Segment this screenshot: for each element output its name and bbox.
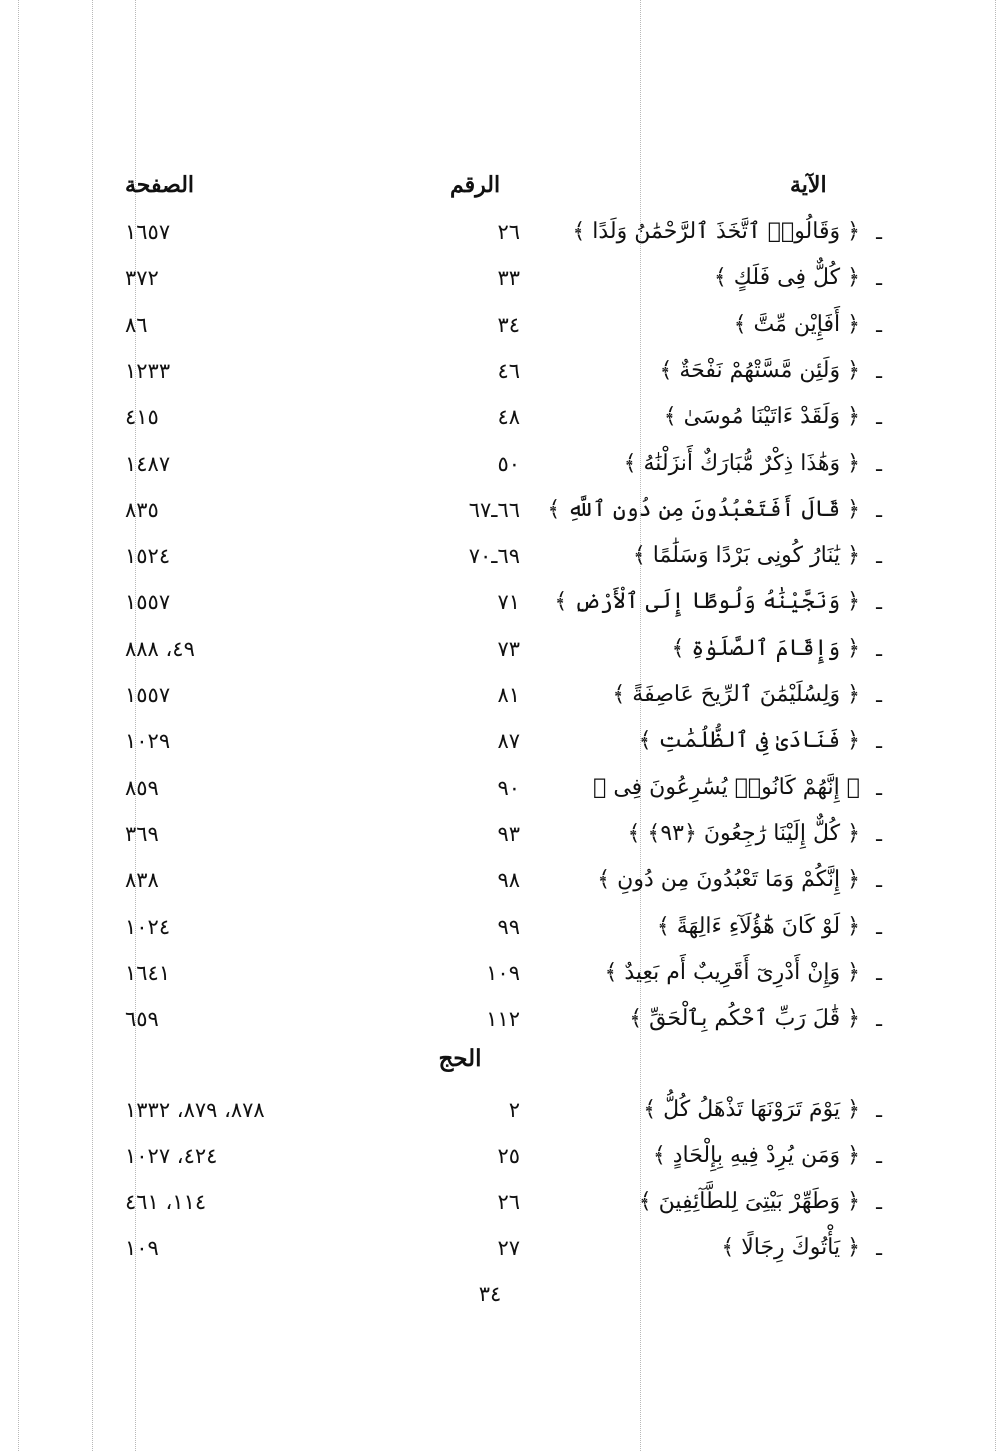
verse-number: ٥٠ [497,451,520,476]
verse-number: ٩٠ [497,775,520,800]
header-number: الرقم [450,172,501,198]
page-refs: ٣٧٢ [125,266,159,291]
verse-text: ﴿ إِنَّهُمْ كَانُوا۟ يُسَٰرِعُونَ فِى ﴾ [593,774,860,800]
index-row [0,860,1000,906]
verse-text: ﴿ فَنَادَىٰ فِى ٱلظُّلُمَٰتِ ﴾ [638,728,860,754]
index-row [0,582,1000,628]
row-dash: ـ [876,451,882,476]
row-dash: ـ [876,405,882,430]
page-refs: ١٤٨٧ [125,451,171,476]
page-number: ٣٤ [478,1282,502,1306]
verse-text: ﴿ كُلٌّ فِى فَلَكٍ ﴾ [713,265,860,291]
index-row [0,397,1000,443]
page-refs: ١٠٩ [125,1236,159,1260]
verse-text: ﴿ يَأْتُوكَ رِجَالًا ﴾ [721,1235,860,1260]
verse-text: ﴿ كُلٌّ إِلَيْنَا رَٰجِعُونَ ﴿٩٣﴾ ﴾ [627,820,860,846]
verse-text: ﴿ لَوْ كَانَ هَٰٓؤُلَآءِ ءَالِهَةً ﴾ [656,913,860,939]
row-dash: ـ [876,312,882,337]
index-row [0,629,1000,675]
index-row [0,536,1000,582]
row-dash: ـ [876,775,882,800]
verse-number: ٧٣ [497,636,520,661]
index-row [0,1136,1000,1182]
index-row [0,258,1000,304]
row-dash: ـ [876,821,882,846]
page-refs: ١٠٢٩ [125,729,171,754]
row-dash: ـ [876,497,882,522]
verse-number: ١٠٩ [486,960,520,985]
verse-number: ٣٣ [497,266,520,291]
verse-number: ٤٦ [497,358,520,383]
row-dash: ـ [876,590,882,615]
verse-number: ٩٩ [497,914,520,939]
verse-text: ﴿ وَطَهِّرْ بَيْتِىَ لِلطَّآئِفِينَ ﴾ [638,1189,860,1214]
index-row [0,907,1000,953]
row-dash: ـ [876,1144,882,1168]
verse-text: ﴿ وَإِقَامَ ٱلصَّلَوٰةِ ﴾ [671,635,860,661]
index-row [0,953,1000,999]
page-refs: ٨٥٩ [125,775,159,800]
page-refs: ٤٩، ٨٨٨ [125,636,195,661]
verse-text: ﴿ قَٰلَ رَبِّ ٱحْكُم بِٱلْحَقِّ ﴾ [629,1006,860,1032]
row-dash: ـ [876,358,882,383]
verse-number: ١١٢ [486,1007,520,1032]
index-row [0,999,1000,1045]
verse-number: ٢٦ [497,220,520,244]
verse-text: ﴿ أَفَإِيْن مِّتَّ ﴾ [733,311,860,337]
page-refs: ١٦٤١ [125,960,171,985]
index-row [0,814,1000,860]
index-row [0,212,1000,258]
page-refs: ١٥٥٧ [125,683,171,707]
index-row [0,444,1000,490]
index-row [0,1228,1000,1274]
verse-number: ٨١ [497,683,520,707]
index-row [0,351,1000,397]
verse-text: ﴿ وَإِنْ أَدْرِىٓ أَقَرِيبٌ أَم بَعِيدٌ ﴾ [604,959,860,985]
row-dash: ـ [876,683,882,707]
page-refs: ٨٣٥ [125,497,159,522]
verse-number: ٨٧ [497,729,520,754]
verse-number: ٦٦ـ٦٧ [468,497,520,522]
verse-text: ﴿ يَوْمَ تَرَوْنَهَا تَذْهَلُ كُلُّ ﴾ [643,1097,860,1122]
page-refs: ٨٦ [125,312,148,337]
row-dash: ـ [876,960,882,985]
page-refs: ١٥٢٤ [125,544,171,569]
verse-number: ٩٣ [497,821,520,846]
page-refs: ٤١٥ [125,405,159,430]
row-dash: ـ [876,220,882,244]
row-dash: ـ [876,1236,882,1260]
row-dash: ـ [876,544,882,569]
verse-text: ﴿ وَلِسُلَيْمَٰنَ ٱلرِّيحَ عَاصِفَةً ﴾ [612,682,860,707]
verse-number: ٧١ [497,590,520,615]
row-dash: ـ [876,266,882,291]
index-row [0,305,1000,351]
verse-number: ٦٩ـ٧٠ [468,544,520,569]
row-dash: ـ [876,729,882,754]
verse-text: ﴿ إِنَّكُمْ وَمَا تَعْبُدُونَ مِن دُونِ ﴾ [597,867,860,893]
verse-text: ﴿ وَلَئِن مَّسَّتْهُمْ نَفْحَةٌ ﴾ [659,357,860,383]
verse-text: ﴿ وَمَن يُرِدْ فِيهِ بِإِلْحَادٍ ﴾ [652,1143,860,1168]
verse-number: ٩٨ [497,868,520,893]
index-row [0,675,1000,721]
page-refs: ٦٥٩ [125,1007,159,1032]
index-row [0,490,1000,536]
page-refs: ١٢٣٣ [125,358,171,383]
verse-number: ٤٨ [497,405,520,430]
index-row [0,721,1000,767]
page-refs: ٨٣٨ [125,868,159,893]
page-refs: ١٦٥٧ [125,220,171,244]
row-dash: ـ [876,1190,882,1214]
header-verse: الآية [790,172,827,198]
row-dash: ـ [876,1098,882,1122]
index-row [0,1090,1000,1136]
verse-text: ﴿ يَٰنَارُ كُونِى بَرْدًا وَسَلَٰمًا ﴾ [632,543,860,569]
page-refs: ٨٧٨، ٨٧٩، ١٣٣٢ [125,1098,265,1122]
page-refs: ٤٢٤، ١٠٢٧ [125,1144,218,1168]
row-dash: ـ [876,914,882,939]
verse-number: ٢٧ [497,1236,520,1260]
verse-number: ٢٥ [497,1144,520,1168]
sura-title: الحج [438,1045,482,1072]
verse-number: ٢٦ [497,1190,520,1214]
row-dash: ـ [876,1007,882,1032]
verse-text: ﴿ وَهَٰذَا ذِكْرٌ مُّبَارَكٌ أَنزَلْنَٰهُ ﴾ [623,450,860,476]
page-refs: ١٠٢٤ [125,914,171,939]
row-dash: ـ [876,636,882,661]
index-row [0,1182,1000,1228]
verse-number: ٣٤ [497,312,520,337]
header-page: الصفحة [125,172,195,198]
index-row [0,768,1000,814]
page-refs: ١٥٥٧ [125,590,171,615]
verse-text: ﴿ وَقَالُوا۟ ٱتَّخَذَ ٱلرَّحْمَٰنُ وَلَدًا ﴾ [572,219,860,244]
verse-number: ٢ [508,1098,520,1122]
page-refs: ١١٤، ٤٦١ [125,1190,207,1214]
row-dash: ـ [876,868,882,893]
verse-text: ﴿ قَالَ أَفَتَعْبُدُونَ مِن دُونِ ٱللَّهِ ﴾ [547,496,860,522]
verse-text: ﴿ وَلَقَدْ ءَاتَيْنَا مُوسَىٰ ﴾ [663,404,860,430]
page-refs: ٣٦٩ [125,821,159,846]
verse-text: ﴿ وَنَجَّيْنَٰهُ وَلُوطًا إِلَى ٱلْأَرْضِ ﴾ [554,589,860,615]
